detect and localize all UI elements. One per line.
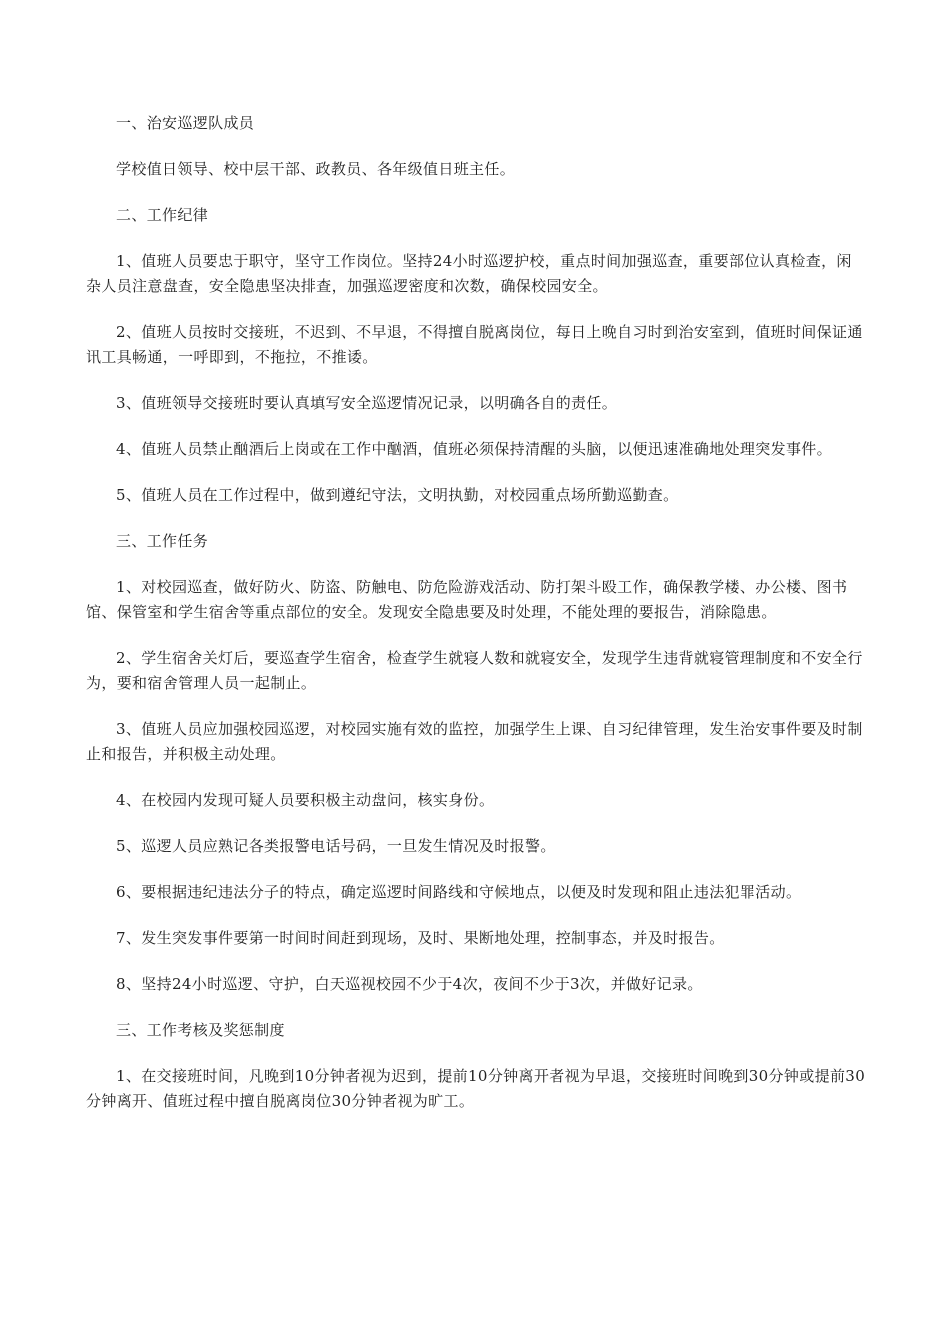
task-item-5: 5、巡逻人员应熟记各类报警电话号码，一旦发生情况及时报警。: [116, 837, 556, 855]
discipline-item-1: 1、值班人员要忠于职守，坚守工作岗位。坚持24小时巡逻护校，重点时间加强巡查，重要部位认真检查，闲杂人员注意盘查，安全隐患坚决排查，加强巡逻密度和次数，确保校园安全。: [86, 252, 852, 295]
task-item-2: 2、学生宿舍关灯后，要巡查学生宿舍，检查学生就寝人数和就寝安全，发现学生违背就寝管理制度和不安全行为，要和宿舍管理人员一起制止。: [86, 649, 863, 692]
task-item-3: 3、值班人员应加强校园巡逻，对校园实施有效的监控，加强学生上课、自习纪律管理，发生治安事件要及时制止和报告，并积极主动处理。: [86, 720, 863, 763]
discipline-item-4: 4、值班人员禁止酗酒后上岗或在工作中酗酒，值班必须保持清醒的头脑，以便迅速准确地处理突发事件。: [116, 440, 832, 458]
discipline-item-3: 3、值班领导交接班时要认真填写安全巡逻情况记录，以明确各自的责任。: [116, 394, 618, 412]
task-item-1: 1、对校园巡查，做好防火、防盗、防触电、防危险游戏活动、防打架斗殴工作，确保教学楼、办公楼、图书馆、保管室和学生宿舍等重点部位的安全。发现安全隐患要及时处理，不能处理的要报告，消除隐患。: [86, 578, 848, 621]
discipline-item-5: 5、值班人员在工作过程中，做到遵纪守法，文明执勤，对校园重点场所勤巡勤查。: [116, 486, 679, 504]
section-heading-work-tasks: 三、工作任务: [116, 532, 209, 550]
paragraph-team-members: 学校值日领导、校中层干部、政教员、各年级值日班主任。: [116, 160, 516, 178]
task-item-7: 7、发生突发事件要第一时间时间赶到现场，及时、果断地处理，控制事态，并及时报告。: [116, 929, 725, 947]
section-heading-team-members: 一、治安巡逻队成员: [116, 114, 255, 132]
task-item-8: 8、坚持24小时巡逻、守护，白天巡视校园不少于4次，夜间不少于3次，并做好记录。: [116, 975, 703, 993]
section-heading-assessment: 三、工作考核及奖惩制度: [116, 1021, 285, 1039]
assessment-item-1: 1、在交接班时间，凡晚到10分钟者视为迟到，提前10分钟离开者视为早退，交接班时间晚到30分钟或提前30分钟离开、值班过程中擅自脱离岗位30分钟者视为旷工。: [86, 1067, 866, 1110]
discipline-item-2: 2、值班人员按时交接班，不迟到、不早退，不得擅自脱离岗位，每日上晚自习时到治安室到，值班时间保证通讯工具畅通，一呼即到，不拖拉，不推诿。: [86, 323, 863, 366]
section-heading-work-discipline: 二、工作纪律: [116, 206, 209, 224]
task-item-6: 6、要根据违纪违法分子的特点，确定巡逻时间路线和守候地点，以便及时发现和阻止违法犯罪活动。: [116, 883, 802, 901]
task-item-4: 4、在校园内发现可疑人员要积极主动盘问，核实身份。: [116, 791, 495, 809]
document-body: [86, 111, 866, 1135]
